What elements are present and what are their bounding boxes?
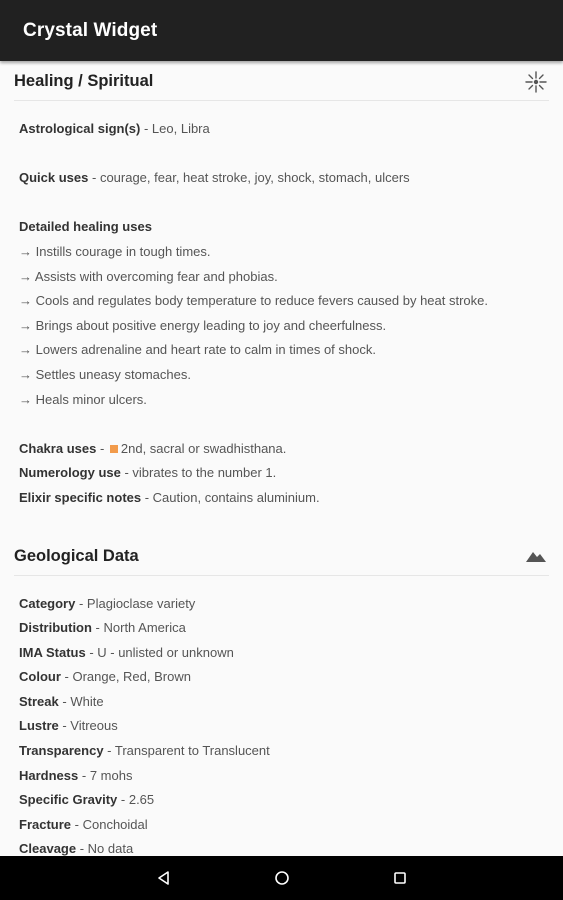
geo-label: Streak	[19, 693, 59, 709]
geo-label: Distribution	[19, 620, 92, 636]
list-item-text: Instills courage in tough times.	[35, 243, 211, 259]
geo-label: Hardness	[19, 767, 79, 783]
arrow-icon: →	[19, 268, 32, 284]
separator: -	[88, 170, 100, 186]
list-item	[19, 240, 549, 265]
list-item	[19, 289, 549, 314]
geo-value: 7 mohs	[89, 767, 133, 783]
separator: -	[120, 465, 133, 481]
arrow-icon: →	[19, 391, 32, 407]
elixir-value: Caution, contains aluminium.	[152, 489, 320, 505]
astro-row	[19, 117, 549, 142]
separator: -	[58, 718, 71, 734]
list-item	[19, 265, 549, 290]
list-item	[19, 314, 549, 339]
back-icon[interactable]	[153, 867, 175, 889]
separator: -	[78, 767, 90, 783]
separator: -	[76, 841, 88, 856]
list-item-text: Assists with overcoming fear and phobias.	[34, 268, 278, 284]
sparkle-icon[interactable]	[525, 71, 547, 93]
geological-header	[14, 538, 549, 576]
geo-label: Cleavage	[19, 841, 77, 856]
geological-title: Geological Data	[14, 546, 139, 565]
geo-value: Vitreous	[70, 718, 118, 734]
separator: -	[140, 121, 152, 136]
recents-icon[interactable]	[389, 867, 411, 889]
separator: -	[91, 620, 104, 636]
content-scroll[interactable]	[0, 61, 563, 856]
numerology-row	[19, 461, 549, 486]
separator: -	[75, 595, 87, 611]
arrow-icon: →	[19, 293, 32, 309]
geo-value: Orange, Red, Brown	[72, 669, 191, 685]
system-nav-bar	[0, 856, 563, 900]
geo-row	[19, 739, 549, 764]
numerology-value: vibrates to the number 1.	[132, 465, 277, 481]
separator: -	[71, 816, 83, 832]
geo-row	[19, 714, 549, 739]
geo-row	[19, 665, 549, 690]
separator: -	[60, 669, 73, 685]
geo-row	[19, 788, 549, 813]
detailed-label-row	[19, 215, 549, 240]
geo-value: Transparent to Translucent	[114, 743, 270, 759]
geo-value: U - unlisted or unknown	[97, 644, 234, 660]
healing-header	[14, 63, 549, 101]
list-item	[19, 388, 549, 413]
geo-row	[19, 616, 549, 641]
quick-row	[19, 166, 549, 191]
geo-row	[19, 764, 549, 789]
chakra-label: Chakra uses	[19, 440, 97, 456]
geo-row	[19, 813, 549, 838]
app-title: Crystal Widget	[23, 19, 158, 41]
list-item-text: Brings about positive energy leading to joy and cheerfulness.	[35, 317, 387, 333]
separator: -	[96, 440, 108, 456]
geological-section	[0, 538, 563, 857]
healing-title: Healing / Spiritual	[14, 72, 154, 90]
separator: -	[117, 792, 129, 808]
astro-value: Leo, Libra	[151, 121, 210, 136]
separator: -	[85, 644, 98, 660]
geo-row	[19, 690, 549, 715]
elixir-label: Elixir specific notes	[19, 489, 142, 505]
geo-label: Specific Gravity	[19, 792, 118, 808]
geo-label: Colour	[19, 669, 61, 685]
chakra-value: 2nd, sacral or swadhisthana.	[120, 440, 287, 456]
list-item-text: Heals minor ulcers.	[35, 391, 147, 407]
geo-value: North America	[103, 620, 186, 636]
geo-value: 2.65	[128, 792, 155, 808]
healing-section	[0, 63, 563, 511]
app-bar	[0, 0, 563, 61]
geo-label: Lustre	[19, 718, 59, 734]
geo-label: Category	[19, 595, 76, 611]
list-item	[19, 338, 549, 363]
elixir-row	[19, 486, 549, 511]
chakra-color-swatch	[110, 445, 118, 453]
geo-value: Plagioclase variety	[86, 595, 196, 611]
list-item-text: Settles uneasy stomaches.	[35, 366, 191, 382]
quick-label: Quick uses	[19, 170, 89, 186]
geo-value: No data	[87, 841, 134, 856]
list-item-text: Lowers adrenaline and heart rate to calm in times of shock.	[35, 342, 376, 358]
geo-label: Transparency	[19, 743, 104, 759]
geo-row	[19, 641, 549, 666]
healing-body	[14, 101, 549, 511]
arrow-icon: →	[19, 366, 32, 382]
separator: -	[141, 489, 153, 505]
arrow-icon: →	[19, 342, 32, 358]
separator: -	[58, 693, 71, 709]
numerology-label: Numerology use	[19, 465, 121, 481]
geo-value: Conchoidal	[82, 816, 148, 832]
geo-row	[19, 592, 549, 617]
separator: -	[103, 743, 115, 759]
astro-label: Astrological sign(s)	[19, 121, 141, 136]
geo-label: IMA Status	[19, 644, 86, 660]
chakra-row	[19, 437, 549, 462]
mountain-icon[interactable]	[525, 545, 547, 567]
geological-body	[14, 576, 549, 857]
geo-label: Fracture	[19, 816, 72, 832]
home-icon[interactable]	[271, 867, 293, 889]
list-item	[19, 363, 549, 388]
arrow-icon: →	[19, 243, 32, 259]
quick-value: courage, fear, heat stroke, joy, shock, stomach, ulcers	[99, 170, 410, 186]
arrow-icon: →	[19, 317, 32, 333]
list-item-text: Cools and regulates body temperature to reduce fevers caused by heat stroke.	[35, 293, 488, 309]
geo-row	[19, 837, 549, 856]
detailed-label: Detailed healing uses	[19, 219, 152, 235]
geo-value: White	[70, 693, 104, 709]
